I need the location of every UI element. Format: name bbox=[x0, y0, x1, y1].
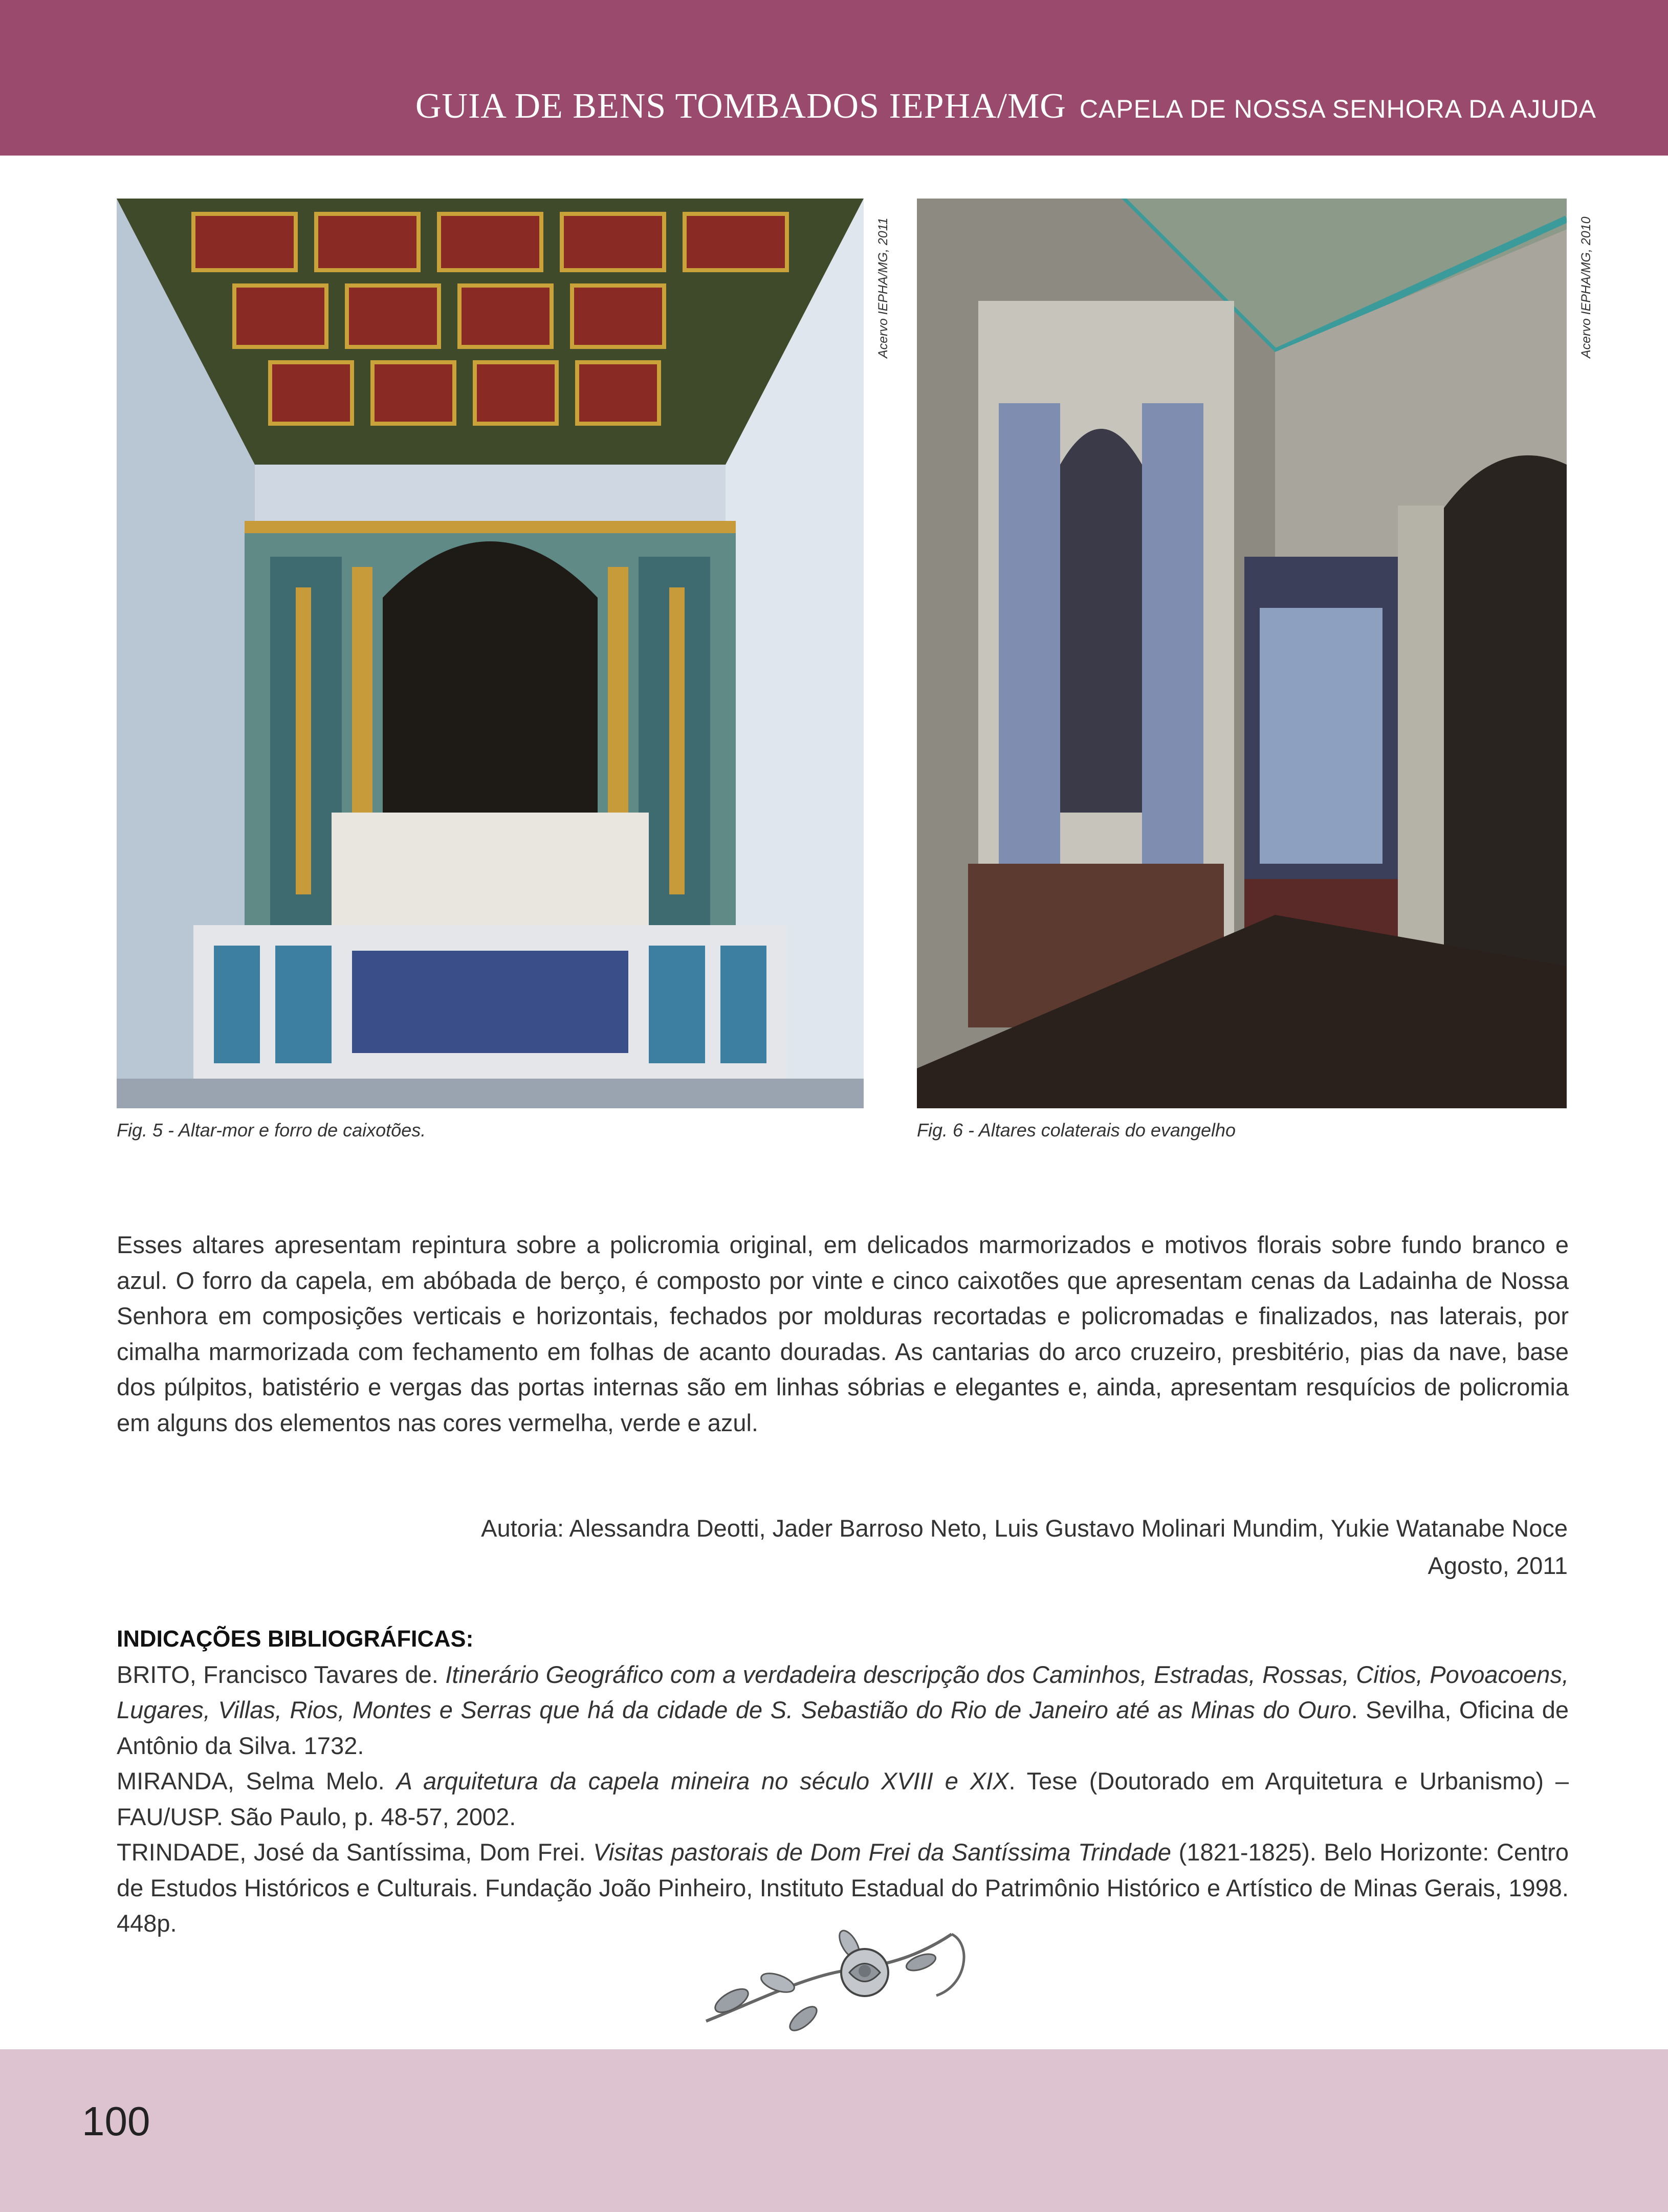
entry-title: A arquitetura da capela mineira no século XVIII e XIX bbox=[396, 1767, 1009, 1794]
header-text bbox=[415, 86, 1596, 127]
entry-title: Visitas pastorais de Dom Frei da Santíssima Trindade bbox=[593, 1838, 1172, 1866]
body-paragraph: Esses altares apresentam repintura sobre a policromia original, em delicados marmorizados e motivos florais sobre fundo branco e azul. O forro da capela, em abóbada de berço, é composto por vinte e cinco caixotões que apresentam cenas da Ladainha de Nossa Senhora em composições verticais e horizontais, fechados por molduras recortadas e policromadas e finalizados, nas laterais, por cimalha marmorizada com fechamento em folhas de acanto douradas. As cantarias do arco cruzeiro, presbitério, pias da nave, base dos púlpitos, batistério e vergas das portas internas são em linhas sóbrias e elegantes e, ainda, apresentam resquícios de policromia em alguns dos elementos nas cores vermelha, verde e azul. bbox=[117, 1231, 1569, 1436]
bibliography-entry bbox=[117, 1657, 1569, 1764]
entry-author: TRINDADE, José da Santíssima, Dom Frei. bbox=[117, 1838, 594, 1866]
figure-5-credit: Acervo IEPHA/MG, 2011 bbox=[876, 217, 890, 358]
header-subtitle: CAPELA DE NOSSA SENHORA DA AJUDA bbox=[1079, 95, 1596, 123]
entry-details: . Sevilha, Oficina de Antônio da Silva. 1732. bbox=[117, 1696, 1569, 1759]
entry-title: Itinerário Geográfico com a verdadeira descripção dos Caminhos, Estradas, Rossas, Citios, Povoacoens, Lugares, Villas, Rios, Montes e Serras que há da cidade de S. Sebastião do Rio de Janeiro até as Minas do Ouro bbox=[117, 1660, 1569, 1723]
figure-6-caption: Fig. 6 - Altares colaterais do evangelho bbox=[917, 1120, 1236, 1141]
bibliography bbox=[117, 1621, 1569, 1941]
figure-5-caption: Fig. 5 - Altar-mor e forro de caixotões. bbox=[117, 1120, 426, 1141]
entry-details: (1821-1825). Belo Horizonte: Centro de Estudos Históricos e Culturais. Fundação João Pinheiro, Instituto Estadual do Patrimônio Histórico e Artístico de Minas Gerais, 1998. 448p. bbox=[117, 1838, 1569, 1937]
header-title: GUIA DE BENS TOMBADOS IEPHA/MG bbox=[415, 86, 1066, 126]
figure-6-credit: Acervo IEPHA/MG, 2010 bbox=[1579, 216, 1593, 358]
authors-line: Autoria: Alessandra Deotti, Jader Barroso Neto, Luis Gustavo Molinari Mundim, Yukie Watanabe Noce bbox=[481, 1515, 1568, 1542]
figure-5-photo bbox=[117, 199, 864, 1108]
rose-ornament-icon bbox=[696, 1914, 982, 2036]
bibliography-entry bbox=[117, 1763, 1569, 1834]
bibliography-heading: INDICAÇÕES BIBLIOGRÁFICAS: bbox=[117, 1626, 474, 1652]
entry-author: MIRANDA, Selma Melo. bbox=[117, 1767, 397, 1794]
page-number: 100 bbox=[82, 2098, 150, 2144]
entry-details: . Tese (Doutorado em Arquitetura e Urbanismo) – FAU/USP. São Paulo, p. 48-57, 2002. bbox=[117, 1767, 1569, 1830]
footer-band bbox=[0, 2049, 1668, 2212]
figure-6-photo bbox=[917, 199, 1567, 1108]
authorship-block bbox=[481, 1509, 1568, 1584]
header-band bbox=[0, 0, 1668, 156]
entry-author: BRITO, Francisco Tavares de. bbox=[117, 1660, 446, 1688]
date-line: Agosto, 2011 bbox=[1428, 1552, 1568, 1579]
